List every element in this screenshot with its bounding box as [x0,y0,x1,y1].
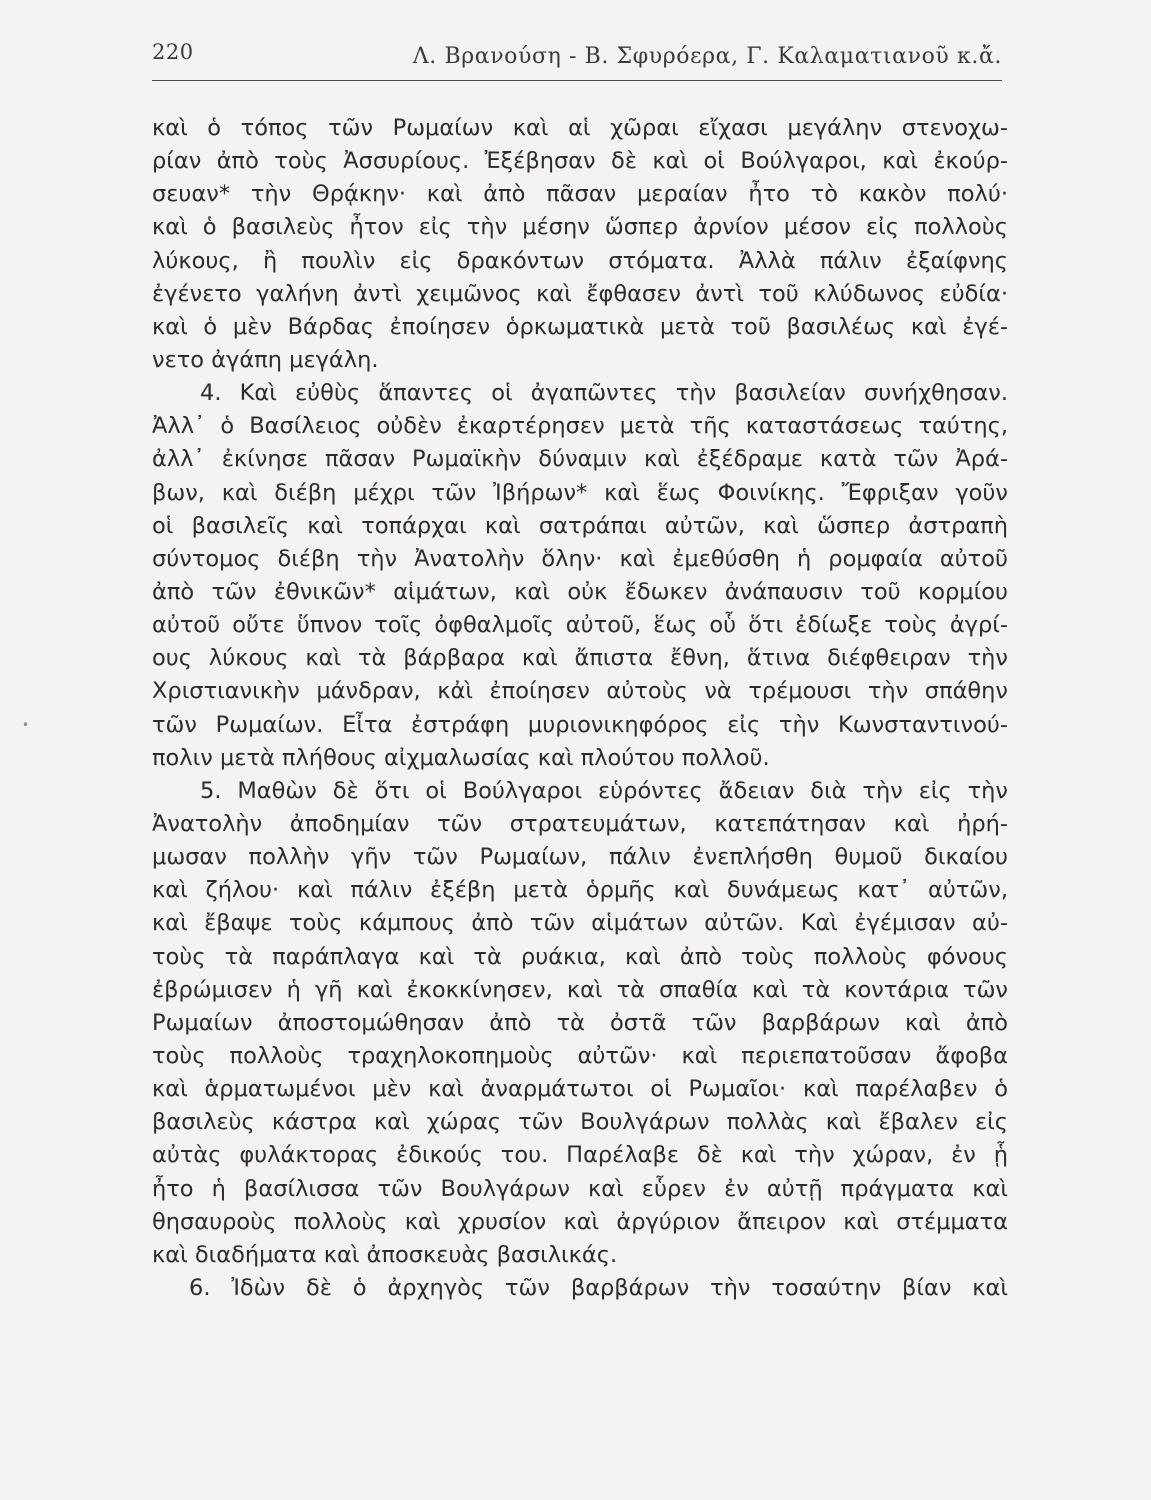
text-line: ἦτο ἡ βασίλισσα τῶν Βουλγάρων καὶ εὗρεν ἐν αὐτῇ πράγματα καὶ [152,1175,1008,1202]
text-line: Ρωμαίων ἀποστομώθησαν ἀπὸ τὰ ὀστᾶ τῶν βαρβάρων καὶ ἀπὸ [152,1009,1008,1036]
text-line: οἱ βασιλεῖς καὶ τοπάρχαι καὶ σατράπαι αὐτῶν, καὶ ὥσπερ ἀστραπὴ [152,512,1008,539]
paragraph-6-start: 6. Ἰδὼν δὲ ὁ ἀρχηγὸς τῶν βαρβάρων τὴν τοσαύτην βίαν καὶ [189,1274,1008,1301]
text-line: νετο ἀγάπη μεγάλη. [152,346,379,373]
text-line: καὶ ὁ τόπος τῶν Ρωμαίων καὶ αἱ χῶραι εἴχασι μεγάλην στενοχω- [152,115,1008,141]
paragraph-5-start: 5. Μαθὼν δὲ ὅτι οἱ Βούλγαροι εὑρόντες ἄδειαν διὰ τὴν εἰς τὴν [200,777,1008,804]
text-line: ἐγένετο γαλήνη ἀντὶ χειμῶνος καὶ ἔφθασεν ἀντὶ τοῦ κλύδωνος εὐδία· [152,280,1008,307]
text-line: καὶ ἔβαψε τοὺς κάμπους ἀπὸ τῶν αἱμάτων αὐτῶν. Καὶ ἐγέμισαν αὐ- [152,910,1008,937]
text-line: μωσαν πολλὴν γῆν τῶν Ρωμαίων, πάλιν ἐνεπλήσθη θυμοῦ δικαίου [152,844,1008,871]
text-line: καὶ ἁρματωμένοι μὲν καὶ ἀναρμάτωτοι οἱ Ρωμαῖοι· καὶ παρέλαβεν ὁ [152,1076,1008,1103]
text-line: καὶ διαδήματα καὶ ἀποσκευὰς βασιλικάς. [152,1241,618,1268]
text-line: βων, καὶ διέβη μέχρι τῶν Ἰβήρων* καὶ ἕως Φοινίκης. Ἔφριξαν γοῦν [152,479,1008,506]
text-line: ους λύκους καὶ τὰ βάρβαρα καὶ ἄπιστα ἔθνη, ἅτινα διέφθειραν τὴν [152,645,1008,672]
page-header [152,36,1002,84]
text-line: ρίαν ἀπὸ τοὺς Ἀσσυρίους. Ἐξέβησαν δὲ καὶ οἱ Βούλγαροι, καὶ ἐκούρ- [152,148,1008,175]
page-number: 220 [152,40,194,64]
text-line: πολιν μετὰ πλήθους αἰχμαλωσίας καὶ πλούτου πολλοῦ. [152,744,770,771]
text-line: ἀπὸ τῶν ἐθνικῶν* αἱμάτων, καὶ οὐκ ἔδωκεν ἀνάπαυσιν τοῦ κορμίου [152,578,1008,605]
running-head: Λ. Βρανούση - Β. Σφυρόερα, Γ. Καλαματιανοῦ κ.ἄ. [412,44,1002,69]
margin-mark: • [22,718,30,732]
text-line: καὶ ζήλου· καὶ πάλιν ἐξέβη μετὰ ὁρμῆς καὶ δυνάμεως κατ᾽ αὐτῶν, [152,877,1008,904]
text-line: ἀλλ᾽ ἐκίνησε πᾶσαν Ρωμαϊκὴν δύναμιν καὶ ἐξέδραμε κατὰ τῶν Ἀρά- [152,446,1008,473]
text-line: αὐτὰς φυλάκτορας ἐδικούς του. Παρέλαβε δὲ καὶ τὴν χώραν, ἐν ᾗ [152,1142,1008,1169]
text-line: Χριστιανικὴν μάνδραν, κἀὶ ἐποίησεν αὐτοὺς νὰ τρέμουσι τὴν σπάθην [152,678,1008,705]
body-text [152,112,1008,1305]
header-rule [152,80,1002,81]
text-line: θησαυροὺς πολλοὺς καὶ χρυσίον καὶ ἀργύριον ἄπειρον καὶ στέμματα [152,1208,1008,1235]
text-line: Ἀνατολὴν ἀποδημίαν τῶν στρατευμάτων, κατεπάτησαν καὶ ἠρή- [152,810,1008,837]
text-line: αὐτοῦ οὔτε ὕπνον τοῖς ὀφθαλμοῖς αὐτοῦ, ἕως οὗ ὅτι ἐδίωξε τοὺς ἀγρί- [152,612,1008,639]
text-line: βασιλεὺς κάστρα καὶ χώρας τῶν Βουλγάρων πολλὰς καὶ ἔβαλεν εἰς [152,1109,1008,1136]
text-line: λύκους, ἢ πουλὶν εἰς δρακόντων στόματα. Ἀλλὰ πάλιν ἐξαίφνης [152,247,1008,274]
text-line: ἐβρώμισεν ἡ γῆ καὶ ἐκοκκίνησεν, καὶ τὰ σπαθία καὶ τὰ κοντάρια τῶν [152,976,1008,1003]
text-line: τῶν Ρωμαίων. Εἶτα ἐστράφη μυριονικηφόρος εἰς τὴν Κωνσταντινού- [152,711,1008,738]
text-line: σευαν* τὴν Θρᾴκην· καὶ ἀπὸ πᾶσαν μεραίαν ἦτο τὸ κακὸν πολύ· [152,181,1008,208]
text-line: σύντομος διέβη τὴν Ἀνατολὴν ὅλην· καὶ ἐμεθύσθη ἡ ρομφαία αὐτοῦ [152,545,1008,572]
text-line: καὶ ὁ μὲν Βάρδας ἐποίησεν ὁρκωματικὰ μετὰ τοῦ βασιλέως καὶ ἐγέ- [152,313,1008,340]
text-line: καὶ ὁ βασιλεὺς ἦτον εἰς τὴν μέσην ὥσπερ ἀρνίον μέσον εἰς πολλοὺς [152,214,1008,241]
text-line: τοὺς πολλοὺς τραχηλοκοπημοὺς αὐτῶν· καὶ περιεπατοῦσαν ἄφοβα [152,1042,1008,1069]
text-line: τοὺς τὰ παράπλαγα καὶ τὰ ρυάκια, καὶ ἀπὸ τοὺς πολλοὺς φόνους [152,943,1008,970]
text-line: Ἀλλ᾽ ὁ Βασίλειος οὐδὲν ἐκαρτέρησεν μετὰ τῆς καταστάσεως ταύτης, [152,413,1008,440]
paragraph-4-start: 4. Καὶ εὐθὺς ἅπαντες οἱ ἀγαπῶντες τὴν βασιλείαν συνήχθησαν. [200,380,1008,407]
